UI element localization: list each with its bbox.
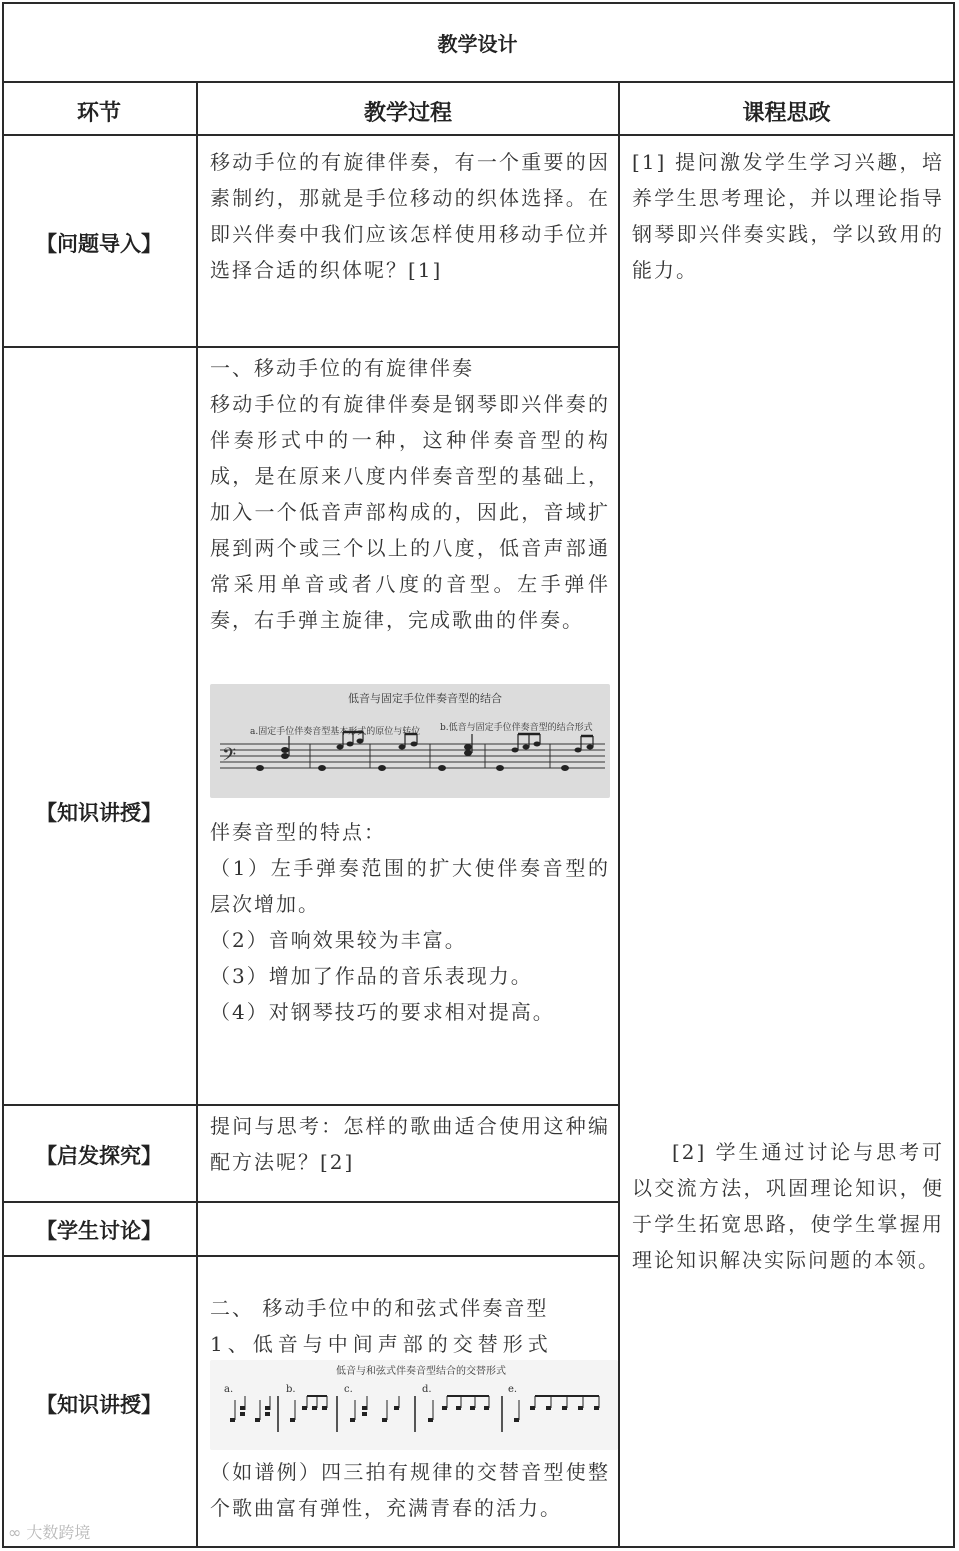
stage-inquiry: 【启发探究】 <box>36 1144 162 1168</box>
table-rule <box>196 81 198 1548</box>
score-figure-2 <box>210 1360 618 1450</box>
score2-label: e. <box>508 1384 518 1395</box>
score2-label: b. <box>286 1384 296 1395</box>
feature-item: （3）增加了作品的音乐表现力。 <box>210 964 533 988</box>
lecture2-text: （如谱例）四三拍有规律的交替音型使整个歌曲富有弹性，充满青春的活力。 <box>210 1460 610 1520</box>
lecture2-subheading: 1、低音与中间声部的交替形式 <box>210 1332 553 1356</box>
stage-intro: 【问题导入】 <box>36 232 162 256</box>
watermark-text: 大数跨境 <box>26 1523 91 1542</box>
score2-label: c. <box>344 1384 353 1395</box>
feature-item: （4）对钢琴技巧的要求相对提高。 <box>210 1000 555 1024</box>
ideology-note-2: [2] 学生通过讨论与思考可以交流方法，巩固理论知识，便于学生拓宽思路，使学生掌握用理论知识解决实际问题的本领。 <box>632 1140 944 1272</box>
stage-discussion: 【学生讨论】 <box>36 1219 162 1243</box>
music-staff-graphic <box>210 684 610 798</box>
table-border-bottom <box>2 1546 955 1548</box>
table-rule <box>2 134 955 136</box>
score1-caption-a: a.固定手位伴奏音型基本形式的原位与转位 <box>250 727 421 737</box>
header-stage: 环节 <box>76 100 121 126</box>
rhythm-pattern-graphic <box>210 1360 618 1450</box>
ideology-note-1: [1] 提问激发学生学习兴趣，培养学生思考理论，并以理论指导钢琴即兴伴奏实践，学以致用的能力。 <box>632 150 944 282</box>
watermark-icon: ∞ <box>8 1523 22 1542</box>
stage-lecture-1: 【知识讲授】 <box>36 801 162 825</box>
table-border-right <box>953 2 955 1548</box>
table-rule <box>2 346 620 348</box>
score2-title: 低音与和弦式伴奏音型结合的交替形式 <box>336 1366 506 1377</box>
score1-caption-b: b.低音与固定手位伴奏音型的结合形式 <box>440 723 593 733</box>
table-rule <box>2 81 955 83</box>
table-rule <box>618 81 620 1548</box>
feature-item: （1）左手弹奏范围的扩大使伴奏音型的层次增加。 <box>210 856 610 916</box>
table-rule <box>2 1104 620 1106</box>
table-border-top <box>2 2 955 4</box>
lecture2-heading: 二、 移动手位中的和弦式伴奏音型 <box>210 1296 549 1320</box>
score1-title: 低音与固定手位伴奏音型的结合 <box>348 692 502 705</box>
table-rule <box>2 1255 620 1257</box>
stage-lecture-2: 【知识讲授】 <box>36 1393 162 1417</box>
header-process: 教学过程 <box>363 100 452 126</box>
lecture1-heading: 一、移动手位的有旋律伴奏 <box>210 356 474 380</box>
inquiry-text: 提问与思考：怎样的歌曲适合使用这种编配方法呢？[2] <box>210 1114 610 1174</box>
intro-text: 移动手位的有旋律伴奏，有一个重要的因素制约，那就是手位移动的织体选择。在即兴伴奏中我们应该怎样使用移动手位并选择合适的织体呢？[1] <box>210 150 610 282</box>
watermark-logo <box>8 1520 90 1543</box>
feature-item: （2）音响效果较为丰富。 <box>210 928 467 952</box>
score2-label: d. <box>422 1384 432 1395</box>
features-title: 伴奏音型的特点： <box>210 820 386 844</box>
header-ideology: 课程思政 <box>742 100 831 126</box>
score-figure-1 <box>210 684 610 798</box>
svg-text:𝄢: 𝄢 <box>222 745 237 770</box>
table-rule <box>2 1201 620 1203</box>
lecture1-body: 移动手位的有旋律伴奏是钢琴即兴伴奏的伴奏形式中的一种，这种伴奏音型的构成，是在原来八度内伴奏音型的基础上，加入一个低音声部构成的，因此，音域扩展到两个或三个以上的八度，低音声部通常采用单音或者八度的音型。左手弹伴奏，右手弹主旋律，完成歌曲的伴奏。 <box>210 392 610 632</box>
score2-label: a. <box>224 1384 234 1395</box>
table-title: 教学设计 <box>437 32 518 56</box>
